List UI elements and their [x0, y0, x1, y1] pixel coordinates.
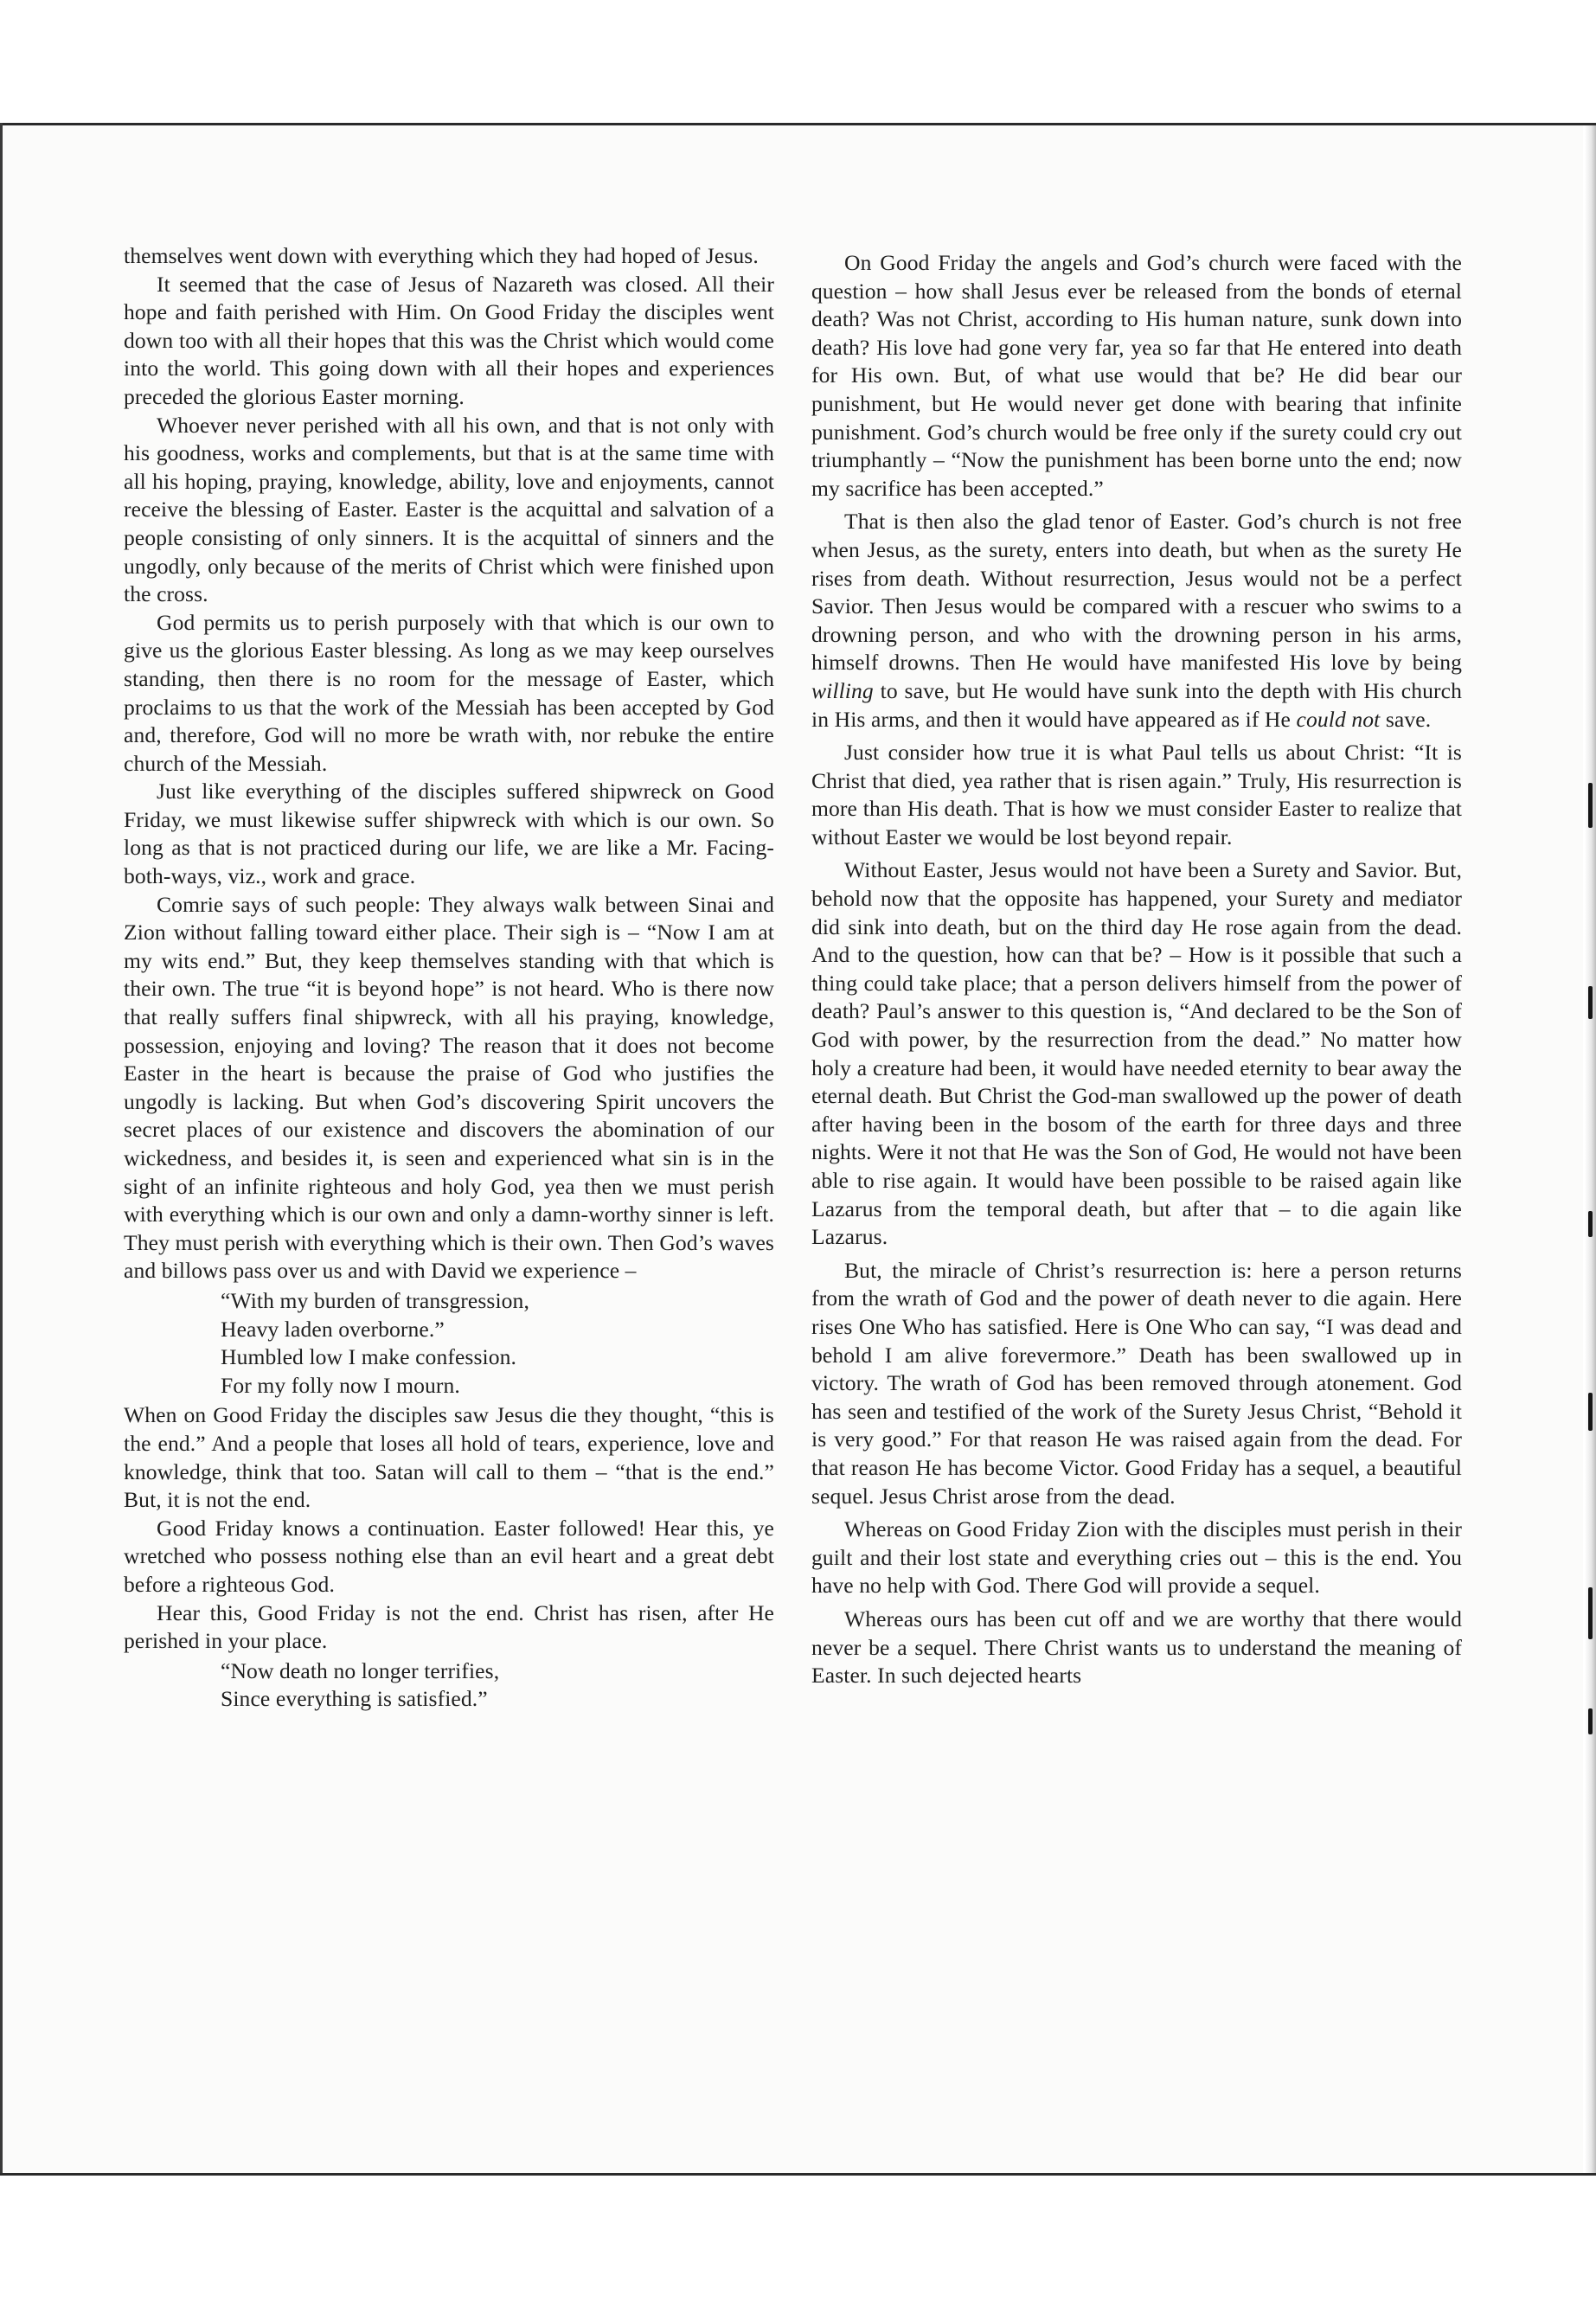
binding-mark — [1588, 1708, 1593, 1734]
paragraph: But, the miracle of Christ’s resurrection is: here a person returns from the wrath of God and the power of death never to die again. Here rises One Who has satisfied. Here is One Who can say, “I was dead and behold I am alive forevermore.” Death has been swallowed up in victory. The wrath of God has been removed through atonement. God has seen and testified of the work of the Surety Jesus Christ, “Behold it is very good.” For that reason He was raised again from the dead. For that reason He has become Victor. Good Friday has a sequel, a beautiful sequel. Jesus Christ arose from the dead. — [811, 1257, 1462, 1509]
verse-line: Since everything is satisfied.” — [221, 1686, 488, 1712]
paragraph: Without Easter, Jesus would not have been a Surety and Savior. But, behold now that the opposite has happened, your Surety and mediator did sink into death, but on the third day He rose again from the dead. And to the question, how can that be? – How is it possible that such a thing could take place; that a person delivers himself from the power of death? Paul’s answer to this question is, “And declared to be the Son of God with power, by the resurrection from the dead.” No matter how holy a creature had been, it would have needed eternity to bear away the eternal death. But Christ the God-man swallowed up the power of death after having been in the bosom of the earth for three days and three nights. Were it not that He was the Son of God, He would not have been able to rise again. It would have been possible to be raised again like Lazarus from the temporal death, but after that – to die again like Lazarus. — [811, 857, 1462, 1250]
text-run: to save, but He would have sunk into the depth with His church in His arms, and then it would have appeared as if He — [811, 677, 1462, 732]
verse-quote — [221, 1287, 774, 1400]
binding-mark — [1588, 1211, 1593, 1237]
paragraph — [811, 508, 1462, 734]
paragraph: Good Friday knows a continuation. Easter followed! Hear this, ye wretched who possess nothing else than an evil heart and a great debt before a righteous God. — [124, 1515, 774, 1597]
text-run: save. — [1380, 706, 1432, 732]
binding-mark — [1588, 783, 1593, 828]
paragraph: God permits us to perish purposely with that which is our own to give us the glorious Easter blessing. As long as we may keep ourselves standing, then there is no room for the message of Easter, which proclaims to us that the work of the Messiah has been accepted by God and, therefore, God will no more be wrath with, nor rebuke the entire church of the Messiah. — [124, 609, 774, 776]
paragraph: Whereas ours has been cut off and we are worthy that there would never be a sequel. There Christ wants us to understand the meaning of Easter. In such dejected hearts — [811, 1606, 1462, 1689]
paragraph: Whoever never perished with all his own, and that is not only with his goodness, works and complements, but that is at the same time with all his hoping, praying, knowledge, ability, love and enjoyments, cannot receive the blessing of Easter. Easter is the acquittal and salvation of a people consisting of only sinners. It is the acquittal of sinners and the ungodly, only because of the merits of Christ which were finished upon the cross. — [124, 412, 774, 607]
verse-line: Humbled low I make confession. — [221, 1344, 517, 1370]
binding-mark — [1588, 986, 1593, 1019]
right-column — [811, 249, 1462, 1690]
scan-top-edge — [0, 123, 1596, 125]
scan-left-edge — [0, 123, 3, 2175]
paragraph: It seemed that the case of Jesus of Nazareth was closed. All their hope and faith perished with Him. On Good Friday the disciples went down too with all their hopes that this was the Christ which would come into the world. This going down with all their hopes and experiences preceded the glorious Easter morning. — [124, 271, 774, 409]
paragraph: Whereas on Good Friday Zion with the disciples must perish in their guilt and their lost state and everything cries out – this is the end. You have no help with God. There God will provide a sequel. — [811, 1516, 1462, 1599]
text-run: That is then also the glad tenor of Easter. God’s church is not free when Jesus, as the surety, enters into death, but when as the surety He rises from death. Without resurrection, Jesus would not be a perfect Savior. Then Jesus would be compared with a rescuer who swims to a drowning person, and who with the drowning person in his arms, himself drowns. Then He would have manifested His love by being — [811, 509, 1462, 676]
verse-line: Heavy laden overborne.” — [221, 1316, 445, 1342]
paragraph: Hear this, Good Friday is not the end. Christ has risen, after He perished in your place. — [124, 1599, 774, 1654]
emphasis: willing — [811, 677, 874, 703]
scan-bottom-edge — [0, 2173, 1596, 2176]
left-column — [124, 242, 774, 1715]
emphasis: could not — [1296, 706, 1381, 732]
paragraph: Just consider how true it is what Paul tells us about Christ: “It is Christ that died, yea rather that is risen again.” Truly, His resurrection is more than His death. That is how we must consider Easter to realize that without Easter we would be lost beyond repair. — [811, 740, 1462, 849]
binding-mark — [1588, 1393, 1593, 1431]
verse-quote — [221, 1657, 774, 1714]
verse-line: For my folly now I mourn. — [221, 1372, 460, 1398]
binding-mark — [1588, 1587, 1593, 1639]
paragraph: themselves went down with everything which they had hoped of Jesus. — [124, 243, 759, 268]
verse-line: “With my burden of transgression, — [221, 1287, 529, 1313]
paragraph: When on Good Friday the disciples saw Jesus die they thought, “this is the end.” And a people that loses all hold of tears, experience, love and knowledge, think that too. Satan will call to them – “that is the end.” But, it is not the end. — [124, 1402, 774, 1513]
scan-right-edge-shadow — [1585, 125, 1596, 2173]
paragraph: On Good Friday the angels and God’s church were faced with the question – how shall Jesus ever be released from the bonds of eternal death? Was not Christ, according to His human nature, sunk down into death? His love had gone very far, yea so far that He entered into death for His own. But, of what use would that be? He did bear our punishment, but He would never get done with bearing that infinite punishment. God’s church would be free only if the surety could cry out triumphantly – “Now the punishment has been borne unto the end; now my sacrifice has been accepted.” — [811, 250, 1462, 501]
verse-line: “Now death no longer terrifies, — [221, 1657, 500, 1683]
paragraph: Just like everything of the disciples suffered shipwreck on Good Friday, we must likewise suffer shipwreck with which is our own. So long as that is not practiced during our life, we are like a Mr. Facing-both-ways, viz., work and grace. — [124, 779, 774, 889]
paragraph: Comrie says of such people: They always walk between Sinai and Zion without falling toward either place. Their sigh is – “Now I am at my wits end.” But, they keep themselves standing with that which is their own. The true “it is beyond hope” is not heard. Who is there now that really suffers final shipwreck, with all his praying, knowledge, possession, enjoying and loving? The reason that it does not become Easter in the heart is because the praise of God who justifies the ungodly is lacking. But when God’s discovering Spirit uncovers the secret places of our existence and discovers the abomination of our wickedness, and besides it, is seen and experienced what sin is in the sight of an infinite righteous and holy God, yea then we must perish with everything which is our own and only a damn-worthy sinner is left. They must perish with everything which is their own. Then God’s waves and billows pass over us and with David we experience – — [124, 891, 774, 1284]
